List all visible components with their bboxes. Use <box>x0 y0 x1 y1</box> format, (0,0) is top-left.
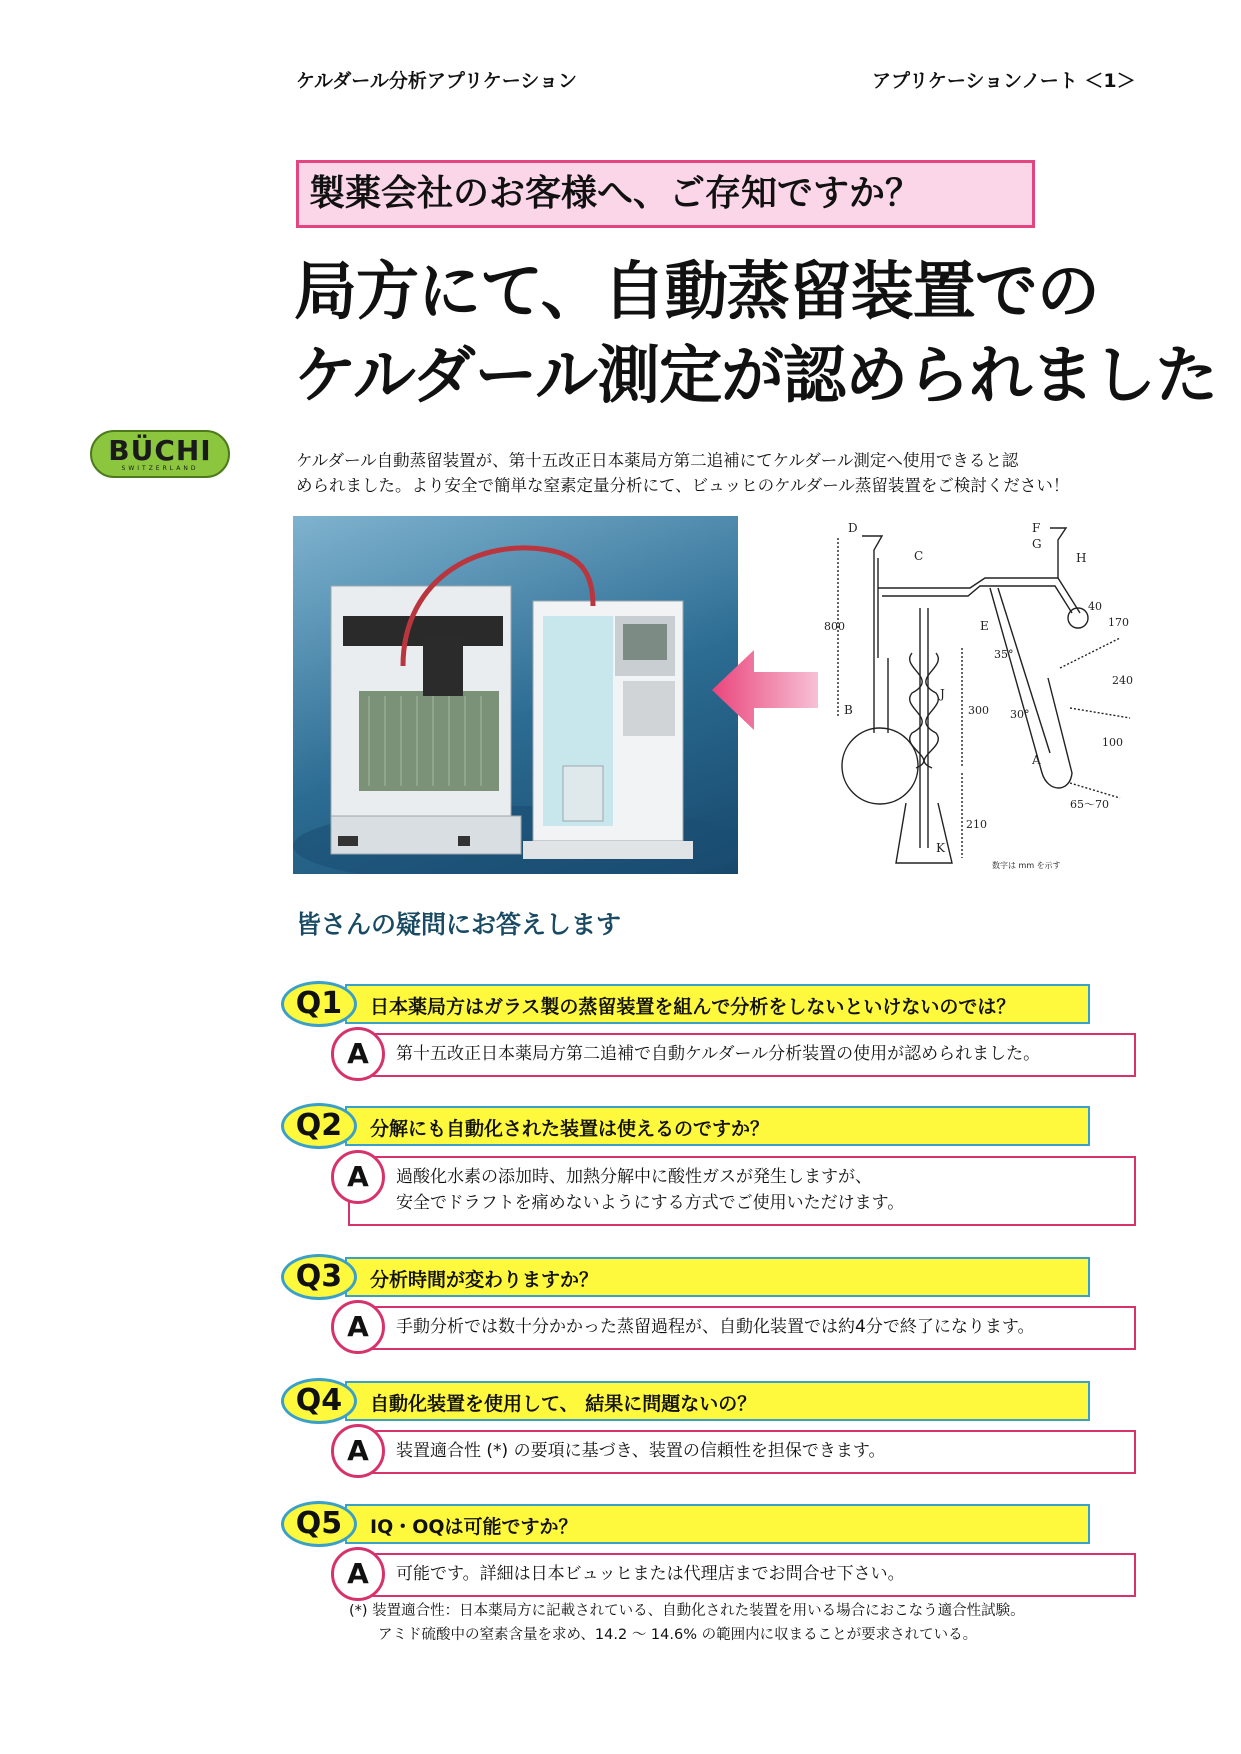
diagram-dim-35: 35° <box>994 648 1014 661</box>
a-badge-3: A <box>331 1300 385 1354</box>
section-heading: 皆さんの疑問にお答えします <box>296 910 622 939</box>
header-left-title: ケルダール分析アプリケーション <box>296 70 578 92</box>
main-title <box>294 250 1217 418</box>
diagram-label-j: J <box>940 687 945 701</box>
diagram-label-f: F <box>1032 521 1041 535</box>
diagram-dim-30: 30° <box>1010 708 1030 721</box>
q-badge-5: Q5 <box>281 1501 357 1547</box>
diagram-label-h: H <box>1076 551 1087 565</box>
answer-text-5 <box>396 1561 905 1587</box>
question-text-2: 分解にも自動化された装置は使えるのですか？ <box>370 1118 770 1140</box>
question-text-5: IQ・OQは可能ですか？ <box>370 1516 578 1538</box>
answer-3-line-1: 手動分析では数十分かかった蒸留過程が、自動化装置では約4分で終了になります。 <box>396 1317 1035 1337</box>
answer-text-4 <box>396 1438 886 1464</box>
diagram-label-a: A <box>1032 753 1041 767</box>
diagram-dim-240: 240 <box>1112 674 1133 687</box>
apparatus-line-drawing <box>820 518 1150 878</box>
q-badge-3: Q3 <box>281 1254 357 1300</box>
banner-headline: 製薬会社のお客様へ、ご存知ですか？ <box>296 160 1035 228</box>
q-badge-1: Q1 <box>281 981 357 1027</box>
logo-subtext: SWITZERLAND <box>121 465 199 472</box>
buchi-logo <box>90 430 230 478</box>
a-badge-5: A <box>331 1547 385 1601</box>
answer-2-line-1: 過酸化水素の添加時、加熱分解中に酸性ガスが発生しますが、 <box>396 1167 872 1187</box>
main-title-line-2: ケルダール測定が認められました <box>294 339 1218 412</box>
footnote-line-1: (*) 装置適合性：日本薬局方に記載されている、自動化された装置を用いる場合におこなう適合性試験。 <box>349 1603 1025 1619</box>
kjeldahl-instrument-illustration <box>293 516 738 874</box>
pink-arrow-icon <box>712 650 818 730</box>
diagram-label-d: D <box>848 521 858 535</box>
diagram-dim-100: 100 <box>1102 736 1123 749</box>
intro-line-2: められました。より安全で簡単な窒素定量分析にて、ビュッヒのケルダール蒸留装置をご検討ください！ <box>296 476 1070 495</box>
footnote-line-2: アミド硫酸中の窒素含量を求め、14.2 ～ 14.6% の範囲内に収まることが要求されている。 <box>378 1627 978 1643</box>
diagram-label-k: K <box>936 841 945 855</box>
diagram-dim-40: 40 <box>1088 600 1102 613</box>
diagram-unit-note: 数字は mm を示す <box>992 861 1061 870</box>
answer-2-line-2: 安全でドラフトを痛めないようにする方式でご使用いただけます。 <box>396 1193 905 1213</box>
diagram-dim-210: 210 <box>966 818 987 831</box>
diagram-label-c: C <box>914 549 924 563</box>
answer-text-1 <box>396 1041 1040 1067</box>
intro-line-1: ケルダール自動蒸留装置が、第十五改正日本薬局方第二追補にてケルダール測定へ使用できると認 <box>296 451 1019 470</box>
answer-text-3 <box>396 1314 1034 1340</box>
diagram-dim-300: 300 <box>968 704 989 717</box>
diagram-dim-800: 800 <box>824 620 845 633</box>
footnote <box>349 1599 1025 1647</box>
question-text-1: 日本薬局方はガラス製の蒸留装置を組んで分析をしないといけないのでは？ <box>370 996 1016 1018</box>
product-photo <box>293 516 738 874</box>
question-text-3: 分析時間が変わりますか？ <box>370 1269 599 1291</box>
diagram-label-e: E <box>980 619 989 633</box>
diagram-dim-170: 170 <box>1108 616 1129 629</box>
q-badge-2: Q2 <box>281 1103 357 1149</box>
header-right-note-number: アプリケーションノート ＜1＞ <box>872 70 1136 92</box>
answer-text-2 <box>396 1164 904 1216</box>
a-badge-4: A <box>331 1424 385 1478</box>
answer-5-line-1: 可能です。詳細は日本ビュッヒまたは代理店までお問合せ下さい。 <box>396 1564 905 1584</box>
answer-4-line-1: 装置適合性 (*) の要項に基づき、装置の信頼性を担保できます。 <box>396 1441 886 1461</box>
q-badge-4: Q4 <box>281 1378 357 1424</box>
diagram-dim-65-70: 65～70 <box>1070 798 1109 811</box>
distillation-apparatus-diagram <box>820 518 1150 878</box>
main-title-line-1: 局方にて、自動蒸留装置での <box>294 255 1099 328</box>
diagram-label-g: G <box>1032 537 1042 551</box>
logo-word: BÜCHI <box>108 434 212 467</box>
question-text-4: 自動化装置を使用して、 結果に問題ないの？ <box>370 1393 757 1415</box>
diagram-label-b: B <box>844 703 853 717</box>
a-badge-2: A <box>331 1150 385 1204</box>
a-badge-1: A <box>331 1027 385 1081</box>
intro-paragraph <box>296 448 1146 498</box>
answer-1-line-1: 第十五改正日本薬局方第二追補で自動ケルダール分析装置の使用が認められました。 <box>396 1044 1041 1064</box>
